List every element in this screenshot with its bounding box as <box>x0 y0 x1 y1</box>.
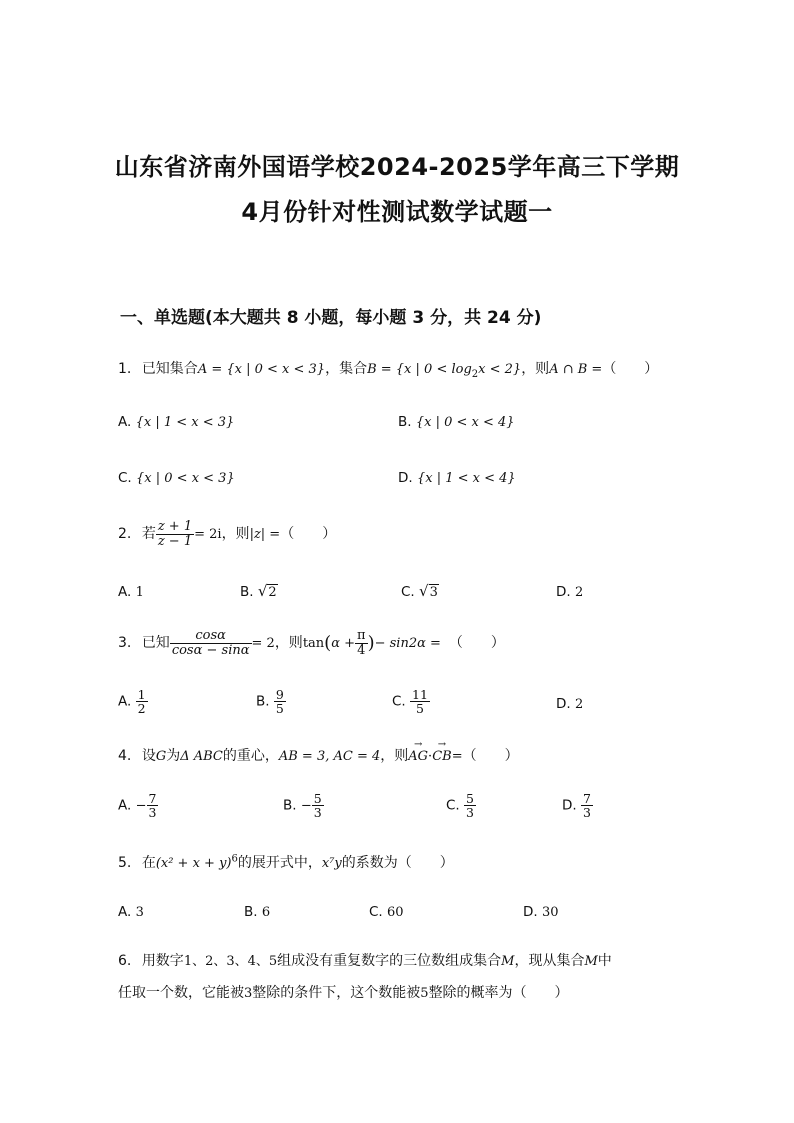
fraction <box>274 688 286 715</box>
option-value: 30 <box>541 905 559 920</box>
vector-ag: → AG <box>408 749 428 764</box>
fraction-denominator: 5 <box>415 701 424 717</box>
question-text: 已知集合 <box>141 361 198 377</box>
expression-tail: − sin2α = <box>374 636 441 652</box>
question-text: ，则 <box>521 361 550 377</box>
fraction <box>355 629 368 657</box>
option-letter: C. <box>446 797 460 814</box>
question-number: 4. <box>118 748 132 764</box>
question-6 <box>118 950 612 970</box>
centroid-g: G <box>155 749 167 764</box>
question-5 <box>118 852 454 872</box>
fraction-numerator: 9 <box>275 687 284 702</box>
option-letter: A. <box>118 414 132 430</box>
answer-blank: （ ） <box>602 361 659 377</box>
tan-function: tan <box>302 636 325 652</box>
question-text: 设 <box>141 748 156 764</box>
polynomial-expression: (x² + x + y) <box>155 856 232 871</box>
question-text: 整除的条件下，这个数能被 <box>252 985 421 1001</box>
equals: = <box>451 749 463 764</box>
answer-blank: （ ） <box>512 985 569 1001</box>
fraction-denominator: 5 <box>275 701 284 717</box>
fraction-numerator: cosα <box>170 629 252 644</box>
fraction <box>147 792 159 819</box>
option-b[interactable] <box>240 582 278 600</box>
option-value: 1 <box>135 585 144 600</box>
question-text: 已知 <box>141 635 170 652</box>
question-1 <box>118 358 658 380</box>
question-text: ，集合 <box>325 361 368 377</box>
equation-rhs: = 2i <box>194 527 222 543</box>
option-d[interactable] <box>523 904 559 920</box>
option-a[interactable] <box>118 792 158 819</box>
option-letter: A. <box>118 584 132 600</box>
option-letter: A. <box>118 904 132 920</box>
option-c[interactable] <box>401 582 439 600</box>
question-text: ，则 <box>380 748 409 764</box>
fraction <box>312 792 324 819</box>
left-paren: ( <box>324 632 332 654</box>
option-letter: B. <box>256 693 270 710</box>
fraction <box>410 688 430 715</box>
option-c[interactable] <box>392 688 430 715</box>
option-letter: B. <box>240 584 254 600</box>
question-text: 的展开式中， <box>237 855 322 871</box>
option-letter: D. <box>398 470 413 486</box>
fraction-numerator: z + 1 <box>157 519 193 534</box>
fraction-denominator: z − 1 <box>157 533 193 549</box>
answer-blank: （ ） <box>397 855 454 871</box>
set-a: A = {x | 0 < x < 3} <box>197 362 326 377</box>
question-text: 的系数为 <box>341 855 398 871</box>
divisor-five: 5 <box>420 986 429 1001</box>
question-text: 整除的概率为 <box>428 985 513 1001</box>
fraction-numerator: 7 <box>582 791 591 806</box>
question-2 <box>118 520 336 548</box>
fraction <box>156 520 194 548</box>
fraction-numerator: 5 <box>313 791 322 806</box>
fraction-denominator: 4 <box>357 642 366 658</box>
fraction-denominator: cosα − sinα <box>171 642 250 658</box>
question-number: 3. <box>118 635 132 652</box>
fraction-denominator: 3 <box>466 805 474 821</box>
option-d[interactable] <box>398 470 516 486</box>
option-letter: B. <box>398 414 412 430</box>
question-text: 任取一个数，它能被 <box>118 985 244 1001</box>
question-4 <box>118 745 519 765</box>
fraction-numerator: 11 <box>412 687 428 702</box>
question-text: 在 <box>141 855 156 871</box>
option-d[interactable] <box>562 792 593 819</box>
sqrt-symbol: √3 <box>419 582 438 600</box>
option-letter: C. <box>369 904 383 920</box>
question-text: 若 <box>141 526 156 543</box>
right-paren: ) <box>367 632 375 654</box>
option-value: 3 <box>135 905 144 920</box>
fraction-numerator: 5 <box>466 791 474 806</box>
vector-cb: → CB <box>432 749 452 764</box>
question-text: ，现从集合 <box>514 953 585 969</box>
option-value: 2 <box>574 585 584 600</box>
fraction <box>170 629 252 657</box>
sqrt-symbol: √2 <box>257 582 277 600</box>
option-c[interactable] <box>446 792 476 819</box>
option-b[interactable] <box>283 792 324 819</box>
option-value: {x | 1 < x < 3} <box>135 415 235 430</box>
question-text: 为 <box>166 748 181 764</box>
fraction-denominator: 3 <box>582 805 591 821</box>
option-value: 6 <box>261 905 271 920</box>
option-c[interactable] <box>369 904 404 920</box>
question-number: 5. <box>118 855 132 871</box>
option-b[interactable] <box>256 688 286 715</box>
option-a[interactable] <box>118 688 148 715</box>
target-term: x⁷y <box>321 856 342 871</box>
option-value: 3 <box>429 585 438 600</box>
fraction-numerator: 7 <box>148 791 157 806</box>
exponent: 6 <box>231 853 238 865</box>
question-number: 1. <box>118 361 132 377</box>
option-d[interactable] <box>556 584 583 600</box>
condition: AB = 3, AC = 4 <box>278 749 381 764</box>
set-m: M <box>584 954 598 969</box>
alpha-plus: α + <box>331 636 356 652</box>
option-b[interactable] <box>244 904 270 920</box>
option-sign: − <box>300 798 312 814</box>
fraction-denominator: 3 <box>313 805 322 821</box>
option-letter: D. <box>556 584 571 600</box>
option-letter: C. <box>392 693 406 710</box>
option-a[interactable] <box>118 904 144 920</box>
question-number: 6. <box>118 953 132 969</box>
triangle: Δ ABC <box>180 749 223 764</box>
dot-operator: · <box>428 749 433 764</box>
option-letter: D. <box>556 696 571 712</box>
digits: 1、2、3、4、5 <box>183 954 278 969</box>
option-d[interactable] <box>556 696 583 712</box>
fraction-denominator: 2 <box>137 701 146 717</box>
option-c[interactable] <box>118 470 235 486</box>
option-letter: A. <box>118 693 132 710</box>
set-b-prefix: B = {x | 0 < log <box>367 362 472 377</box>
answer-blank: （ ） <box>280 526 337 543</box>
fraction <box>581 792 593 819</box>
option-letter: B. <box>283 797 297 814</box>
ask-expression: A ∩ B = <box>549 362 603 377</box>
question-text: 中 <box>597 953 612 969</box>
answer-blank: （ ） <box>462 748 519 764</box>
section-heading: 一、单选题(本大题共 8 小题，每小题 3 分，共 24 分) <box>120 308 542 328</box>
answer-blank: （ ） <box>448 635 505 652</box>
log-base: 2 <box>471 368 479 380</box>
option-value: 60 <box>387 905 404 920</box>
fraction <box>464 792 476 819</box>
option-b[interactable] <box>398 414 515 430</box>
set-b-suffix: x < 2} <box>478 362 522 377</box>
question-text: ，则 <box>274 635 303 652</box>
option-sign: − <box>135 798 147 814</box>
set-m: M <box>501 954 515 969</box>
equation-rhs: = 2 <box>251 636 275 652</box>
fraction-numerator: π <box>357 628 366 643</box>
question-3 <box>118 629 505 657</box>
option-letter: B. <box>244 904 258 920</box>
option-letter: C. <box>401 584 415 600</box>
exam-title-line1: 山东省济南外国语学校2024-2025学年高三下学期 <box>114 153 680 181</box>
divisor-three: 3 <box>244 986 253 1001</box>
option-letter: A. <box>118 797 132 814</box>
fraction-numerator: 1 <box>137 687 146 702</box>
option-value: {x | 0 < x < 3} <box>136 471 235 486</box>
option-value: 2 <box>574 697 584 712</box>
option-value: 2 <box>268 585 277 600</box>
fraction <box>136 688 148 715</box>
question-6-line2 <box>118 982 569 1002</box>
option-a[interactable] <box>118 584 144 600</box>
ask-expression: |z| = <box>249 527 281 543</box>
option-letter: C. <box>118 470 132 486</box>
exam-title-line2: 4月份针对性测试数学试题一 <box>241 198 553 226</box>
option-letter: D. <box>562 797 577 814</box>
option-value: {x | 0 < x < 4} <box>415 415 515 430</box>
question-text: 用数字 <box>141 953 184 969</box>
option-letter: D. <box>523 904 538 920</box>
question-number: 2. <box>118 526 132 543</box>
question-text: 的重心， <box>222 748 279 764</box>
option-value: {x | 1 < x < 4} <box>416 471 516 486</box>
option-a[interactable] <box>118 414 234 430</box>
question-text: 组成没有重复数字的三位数组成集合 <box>277 953 502 969</box>
fraction-denominator: 3 <box>148 805 157 821</box>
question-text: ，则 <box>221 526 250 543</box>
